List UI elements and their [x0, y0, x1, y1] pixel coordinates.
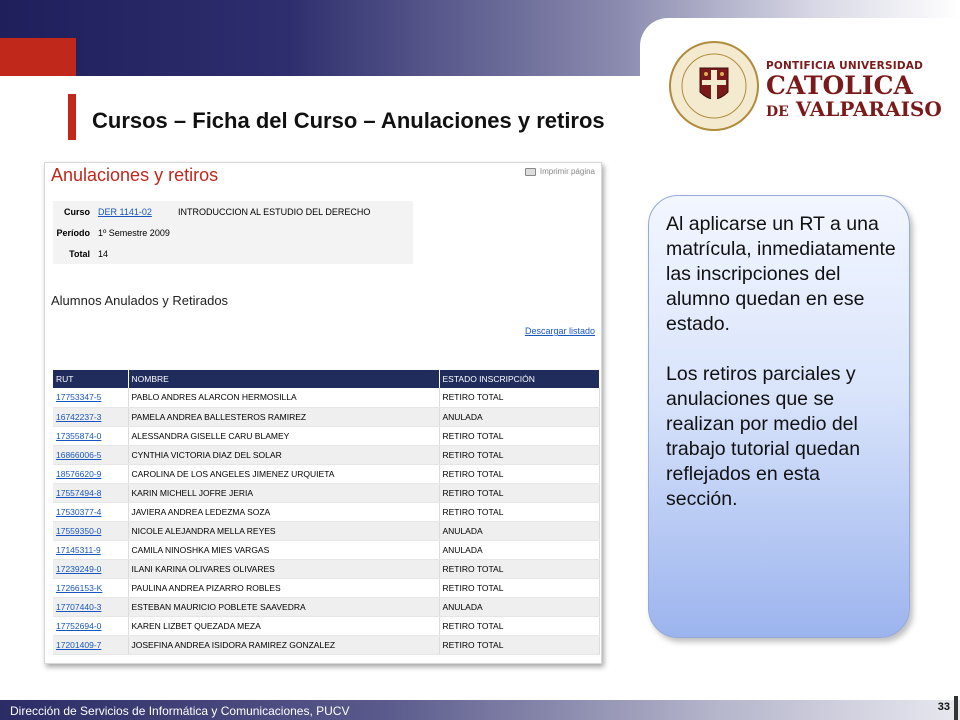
logo-line-3-main: VALPARAISO	[795, 97, 942, 121]
enrollment-status: RETIRO TOTAL	[439, 464, 600, 483]
print-page-link[interactable]	[525, 167, 595, 176]
table-row	[53, 559, 600, 578]
enrollment-status: RETIRO TOTAL	[439, 559, 600, 578]
page-number-bar	[954, 696, 958, 720]
student-name: CYNTHIA VICTORIA DIAZ DEL SOLAR	[128, 445, 439, 464]
student-name: NICOLE ALEJANDRA MELLA REYES	[128, 521, 439, 540]
screenshot-panel	[44, 162, 602, 664]
student-name: CAMILA NINOSHKA MIES VARGAS	[128, 540, 439, 559]
enrollment-status: RETIRO TOTAL	[439, 483, 600, 502]
course-info-box	[53, 201, 413, 264]
rut-link[interactable]: 17355874-0	[53, 426, 128, 445]
student-name: ALESSANDRA GISELLE CARU BLAMEY	[128, 426, 439, 445]
rut-link[interactable]: 17530377-4	[53, 502, 128, 521]
table-row	[53, 502, 600, 521]
screen-heading: Anulaciones y retiros	[51, 165, 219, 185]
course-name: INTRODUCCION AL ESTUDIO DEL DERECHO	[178, 206, 371, 217]
enrollment-status: RETIRO TOTAL	[439, 502, 600, 521]
rut-link[interactable]: 18576620-9	[53, 464, 128, 483]
callout-paragraph-2: Los retiros parciales y anulaciones que se realizan por medio del trabajo tutorial quedan reflejados en esta sección.	[666, 363, 861, 510]
enrollment-status: RETIRO TOTAL	[439, 578, 600, 597]
enrollment-status: ANULADA	[439, 407, 600, 426]
table-row	[53, 445, 600, 464]
print-page-label: Imprimir página	[539, 167, 595, 176]
banner-red-block	[0, 38, 76, 76]
table-row	[53, 597, 600, 616]
rut-link[interactable]: 17753347-5	[53, 388, 128, 407]
student-name: PAMELA ANDREA BALLESTEROS RAMIREZ	[128, 407, 439, 426]
callout-paragraph-1: Al aplicarse un RT a una matrícula, inmediatamente las inscripciones del alumno quedan en ese estado.	[666, 213, 896, 335]
enrollment-status: RETIRO TOTAL	[439, 445, 600, 464]
table-header-row	[53, 370, 600, 388]
students-subheading: Alumnos Anulados y Retirados	[51, 293, 229, 308]
rut-link[interactable]: 17239249-0	[53, 559, 128, 578]
table-row	[53, 464, 600, 483]
enrollment-status: ANULADA	[439, 521, 600, 540]
course-label: Curso	[63, 206, 90, 217]
slide-title: Cursos – Ficha del Curso – Anulaciones y retiros	[92, 108, 605, 133]
table-row	[53, 388, 600, 407]
title-accent-bar	[68, 94, 76, 140]
total-label: Total	[69, 248, 90, 259]
rut-link[interactable]: 17145311-9	[53, 540, 128, 559]
period-label: Período	[56, 227, 90, 238]
student-name: JAVIERA ANDREA LEDEZMA SOZA	[128, 502, 439, 521]
footer-text: Dirección de Servicios de Informática y Comunicaciones, PUCV	[10, 704, 350, 718]
enrollment-status: RETIRO TOTAL	[439, 616, 600, 635]
logo-line-3	[766, 98, 942, 123]
course-code-link[interactable]: DER 1141-02	[98, 206, 152, 217]
student-name: ILANI KARINA OLIVARES OLIVARES	[128, 559, 439, 578]
table-row	[53, 521, 600, 540]
period-value: 1º Semestre 2009	[98, 227, 170, 238]
rut-link[interactable]: 17707440-3	[53, 597, 128, 616]
total-row	[53, 243, 413, 264]
rut-link[interactable]: 17559350-0	[53, 521, 128, 540]
download-list-link[interactable]: Descargar listado	[524, 326, 595, 336]
enrollment-status: RETIRO TOTAL	[439, 635, 600, 654]
student-name: KAREN LIZBET QUEZADA MEZA	[128, 616, 439, 635]
logo-line-1: PONTIFICIA UNIVERSIDAD	[766, 60, 923, 72]
enrollment-status: ANULADA	[439, 597, 600, 616]
student-name: JOSEFINA ANDREA ISIDORA RAMIREZ GONZALEZ	[128, 635, 439, 654]
logo-line-3-prefix: DE	[766, 104, 789, 120]
university-logo-text	[766, 60, 942, 123]
student-name: PABLO ANDRES ALARCON HERMOSILLA	[128, 388, 439, 407]
page-number: 33	[937, 701, 950, 713]
rut-link[interactable]: 16742237-3	[53, 407, 128, 426]
table-row	[53, 578, 600, 597]
column-header-nombre: NOMBRE	[128, 370, 439, 388]
university-seal-icon	[668, 40, 760, 132]
enrollment-status: RETIRO TOTAL	[439, 426, 600, 445]
student-name: KARIN MICHELL JOFRE JERIA	[128, 483, 439, 502]
logo-line-2: CATOLICA	[766, 71, 913, 100]
printer-icon	[525, 168, 536, 176]
student-name: PAULINA ANDREA PIZARRO ROBLES	[128, 578, 439, 597]
students-table	[53, 370, 600, 655]
table-row	[53, 635, 600, 654]
rut-link[interactable]: 17557494-8	[53, 483, 128, 502]
rut-link[interactable]: 16866006-5	[53, 445, 128, 464]
rut-link[interactable]: 17266153-K	[53, 578, 128, 597]
column-header-estado: ESTADO INSCRIPCIÓN	[439, 370, 600, 388]
column-header-rut: RUT	[53, 370, 128, 388]
table-row	[53, 483, 600, 502]
table-row	[53, 426, 600, 445]
table-row	[53, 616, 600, 635]
student-name: CAROLINA DE LOS ANGELES JIMENEZ URQUIETA	[128, 464, 439, 483]
student-name: ESTEBAN MAURICIO POBLETE SAAVEDRA	[128, 597, 439, 616]
enrollment-status: RETIRO TOTAL	[439, 388, 600, 407]
period-row	[53, 222, 413, 243]
table-row	[53, 407, 600, 426]
table-row	[53, 540, 600, 559]
enrollment-status: ANULADA	[439, 540, 600, 559]
total-value: 14	[98, 248, 109, 259]
callout-text	[666, 212, 896, 512]
rut-link[interactable]: 17752694-0	[53, 616, 128, 635]
course-row	[53, 201, 413, 222]
rut-link[interactable]: 17201409-7	[53, 635, 128, 654]
